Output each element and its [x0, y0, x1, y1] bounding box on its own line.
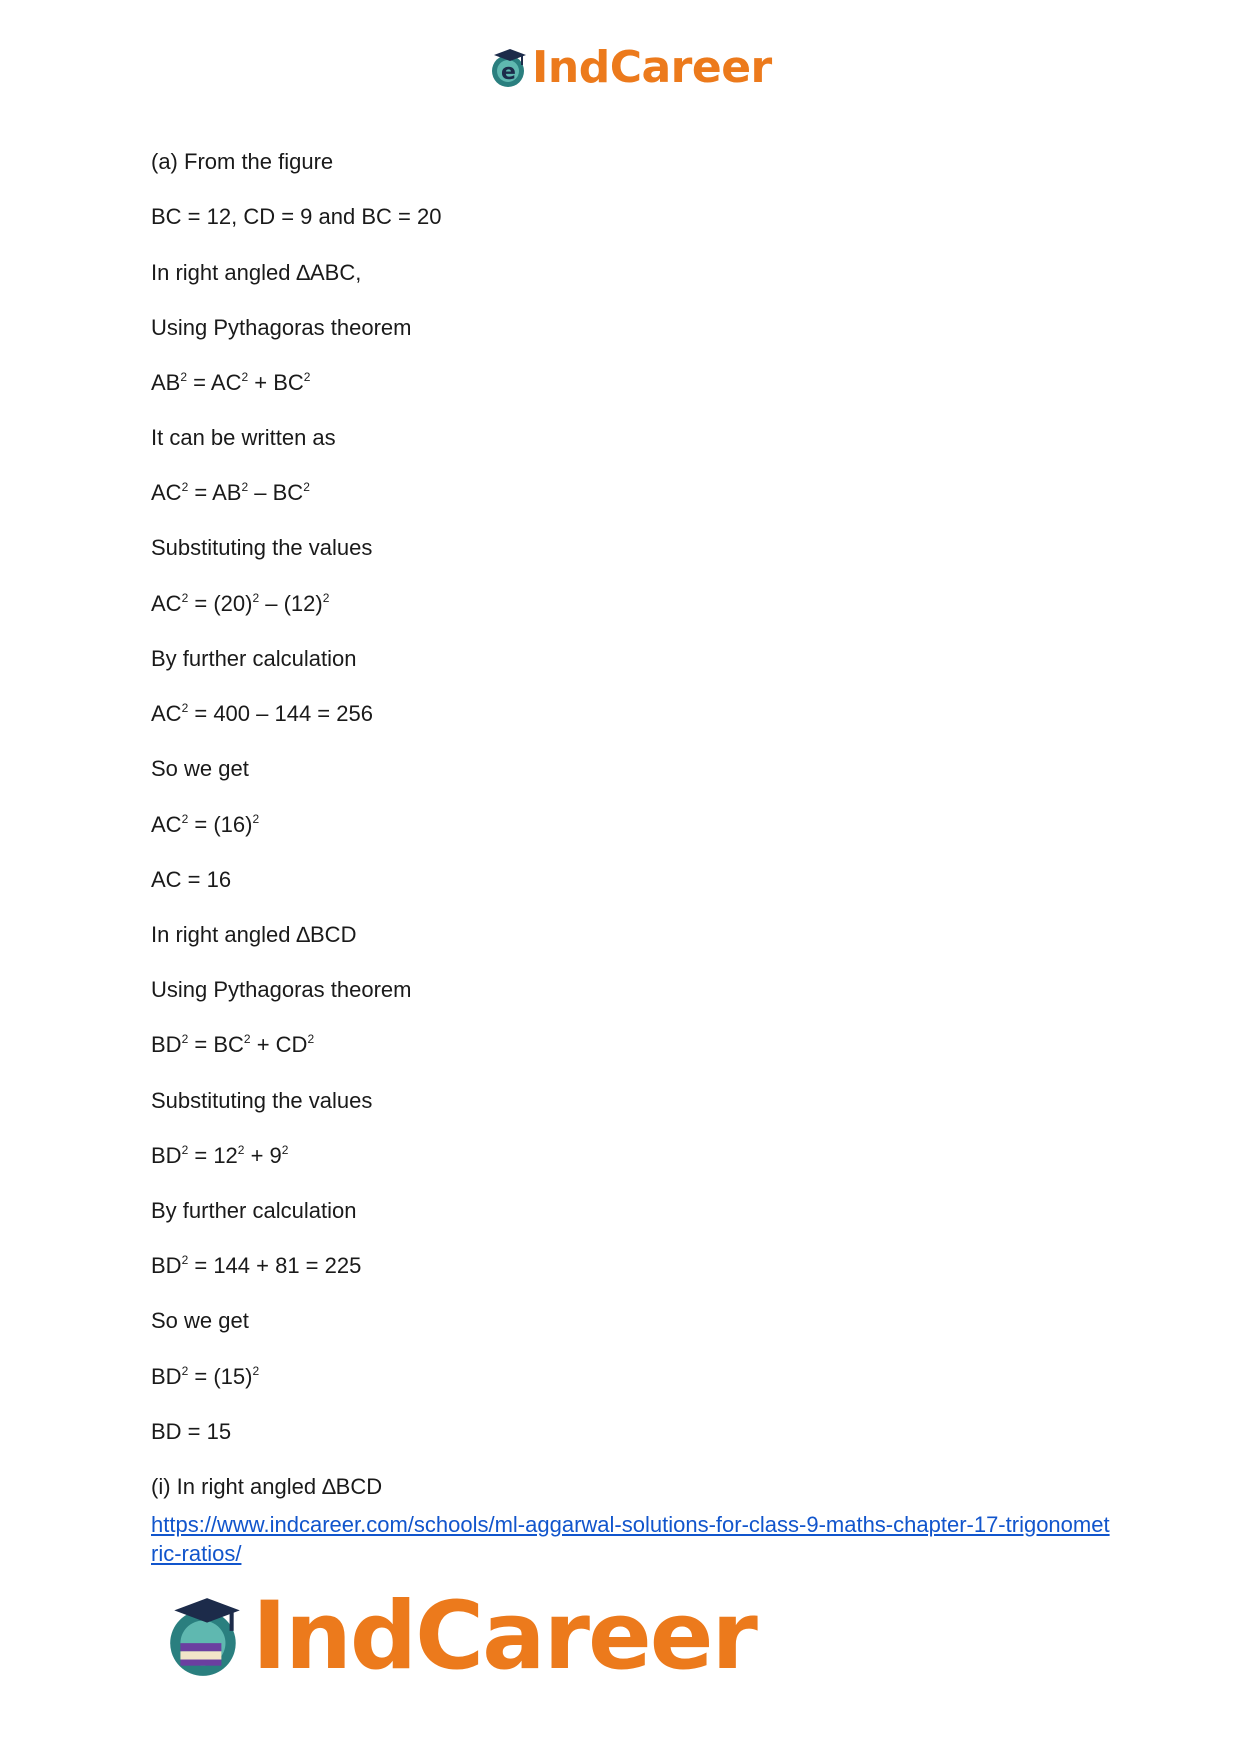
- equation-line: $AC^2 = (16)^2$: [151, 812, 260, 837]
- indcareer-logo-footer: [162, 1582, 756, 1691]
- logo-wordmark: IndCareer: [532, 42, 772, 93]
- text-line: Substituting the values: [151, 535, 373, 560]
- equation-line: $BD^2 = 12^2 + 9^2$: [151, 1143, 289, 1168]
- graduation-globe-icon: [162, 1594, 248, 1680]
- text-line: In right angled ∆BCD: [151, 922, 357, 947]
- equation-line: $BD^2 = BC^2 + CD^2$: [151, 1032, 315, 1057]
- text-line: By further calculation: [151, 1198, 357, 1223]
- text-line: Substituting the values: [151, 1088, 373, 1113]
- text-line: Using Pythagoras theorem: [151, 315, 412, 340]
- equation-line: $BD^2 = 144 + 81 = 225$: [151, 1253, 362, 1278]
- text-line: BC = 12, CD = 9 and BC = 20: [151, 204, 442, 229]
- text-line: It can be written as: [151, 425, 336, 450]
- text-line: AC = 16: [151, 867, 232, 892]
- text-line: (i) In right angled ∆BCD: [151, 1474, 383, 1499]
- footer-source-link[interactable]: https://www.indcareer.com/schools/ml-aggarwal-solutions-for-class-9-maths-chapter-17-trigonometric-ratios/: [151, 1512, 1110, 1566]
- indcareer-logo-header: [488, 42, 772, 93]
- equation-line: $AC^2 = AB^2 - BC^2$: [151, 480, 310, 505]
- text-line: BD = 15: [151, 1419, 232, 1444]
- logo-wordmark: IndCareer: [252, 1582, 756, 1691]
- equation-line: $AB^2 = AC^2 + BC^2$: [151, 370, 311, 395]
- text-line: By further calculation: [151, 646, 357, 671]
- equation-line: $AC^2 = (20)^2 - (12)^2$: [151, 591, 330, 616]
- equation-line: $AC^2 = 400 - 144 = 256$: [151, 701, 373, 726]
- equation-line: $BD^2 = (15)^2$: [151, 1364, 260, 1389]
- text-line: (a) From the figure: [151, 149, 334, 174]
- graduation-globe-icon: [488, 47, 530, 89]
- logo-letter-e: e: [501, 59, 516, 85]
- text-line: So we get: [151, 756, 249, 781]
- text-line: In right angled ∆ABC,: [151, 260, 362, 285]
- text-line: Using Pythagoras theorem: [151, 977, 412, 1002]
- text-line: So we get: [151, 1308, 249, 1333]
